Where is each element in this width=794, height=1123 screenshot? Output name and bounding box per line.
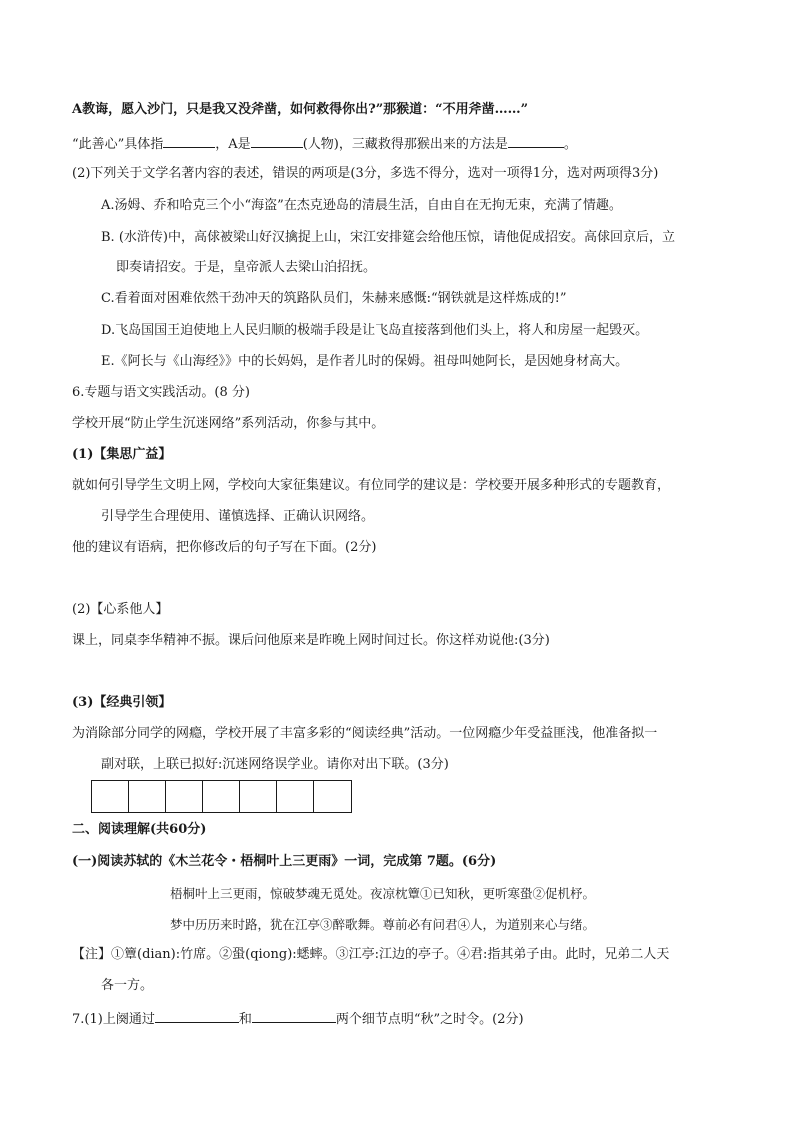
grid-cell[interactable] [240, 781, 277, 812]
grid-cell[interactable] [129, 781, 166, 812]
couplet-answer-grid [91, 780, 352, 813]
q7-sub1 [72, 1008, 524, 1029]
text-segment: (人物)，三藏救得那猴出来的方法是 [302, 137, 508, 152]
answer-blank[interactable] [252, 1008, 336, 1023]
q6-s2-title: (2)【心系他人】 [72, 602, 169, 617]
option-b: B. (水浒传)中，高俅被梁山好汉擒捉上山，宋江安排筵会给他压惊，请他促成招安。高俅回京后，立 [101, 230, 675, 245]
option-b-continued: 即奏请招安。于是，皇帝派人去梁山泊招抚。 [116, 260, 377, 275]
q5-sub2-prompt: (2)下列关于文学名著内容的表述，错误的两项是(3分，多选不得分，选对一项得1分，选对两项得3分) [72, 166, 659, 181]
option-c: C.看着面对困难依然干劲冲天的筑路队员们，朱赫来感慨:“钢铁就是这样炼成的!” [101, 291, 567, 306]
q6-s3-title: (3)【经典引领】 [72, 695, 172, 710]
q5-fill-in-line [72, 133, 577, 154]
q6-intro: 学校开展“防止学生沉迷网络”系列活动，你参与其中。 [72, 416, 385, 431]
q6-s3-text-continued: 副对联，上联已拟好:沉迷网络误学业。请你对出下联。(3分) [101, 757, 449, 772]
q6-s1-text-continued: 引导学生合理使用、谨慎选择、正确认识网络。 [101, 509, 375, 524]
poem-note-continued: 各一方。 [101, 978, 154, 993]
grid-cell[interactable] [277, 781, 314, 812]
q6-title: 6.专题与语文实践活动。(8 分) [72, 385, 250, 400]
poem-line-1: 梧桐叶上三更雨，惊破梦魂无觅处。夜凉枕簟①已知秋，更听寒蛩②促机杼。 [170, 886, 596, 901]
text-segment: 7.(1)上阕通过 [72, 1012, 155, 1027]
q6-s1-text: 就如何引导学生文明上网，学校向大家征集建议。有位同学的建议是：学校要开展多种形式的专题教育， [72, 478, 671, 493]
q6-s1-title: (1)【集思广益】 [72, 447, 172, 462]
grid-cell[interactable] [92, 781, 129, 812]
text-segment: 。 [563, 137, 577, 152]
text-segment: 和 [238, 1012, 252, 1027]
option-a: A.汤姆、乔和哈克三个小“海盗”在杰克逊岛的清晨生活，自由自在无拘无束，充满了情趣。 [101, 198, 622, 213]
q5-text-line: A教诲，愿入沙门，只是我又没斧凿，如何救得你出?”那猴道：“不用斧凿……” [72, 102, 529, 117]
option-e: E.《阿长与《山海经》》中的长妈妈，是作者儿时的保姆。祖母叫她阿长，是因她身材高大。 [101, 354, 629, 369]
option-d: D.飞岛国国王迫使地上人民归顺的极端手段是让飞岛直接落到他们头上，将人和房屋一起毁灭。 [101, 323, 649, 338]
q6-s3-text: 为消除部分同学的网瘾，学校开展了丰富多彩的“阅读经典”活动。一位网瘾少年受益匪浅，他准备拟一 [72, 726, 658, 741]
section2-title: 二、阅读理解(共60分) [72, 822, 207, 837]
section2-part1-title: (一)阅读苏轼的《木兰花令・梧桐叶上三更雨》一词，完成第 7题。(6分) [72, 854, 497, 869]
q6-s1-task: 他的建议有语病，把你修改后的句子写在下面。(2分) [72, 540, 377, 555]
text-segment: “此善心”具体指 [72, 137, 164, 152]
q6-s2-text: 课上，同桌李华精神不振。课后问他原来是昨晚上网时间过长。你这样劝说他:(3分) [72, 633, 550, 648]
text-segment: ，A是 [215, 137, 251, 152]
grid-cell[interactable] [203, 781, 240, 812]
text-segment: 两个细节点明“秋”之时令。(2分) [335, 1012, 524, 1027]
poem-note: 【注】①簟(dian):竹席。②蛩(qiong):蟋蟀。③江亭:江边的亭子。④君:指其弟子由。此时，兄弟二人天 [72, 947, 670, 962]
grid-cell[interactable] [314, 781, 351, 812]
answer-blank[interactable] [508, 133, 564, 148]
answer-blank[interactable] [155, 1008, 239, 1023]
answer-blank[interactable] [163, 133, 215, 148]
answer-blank[interactable] [251, 133, 303, 148]
poem-line-2: 梦中历历来时路，犹在江亭③醉歌舞。尊前必有问君④人，为道别来心与绪。 [170, 917, 596, 932]
grid-cell[interactable] [166, 781, 203, 812]
